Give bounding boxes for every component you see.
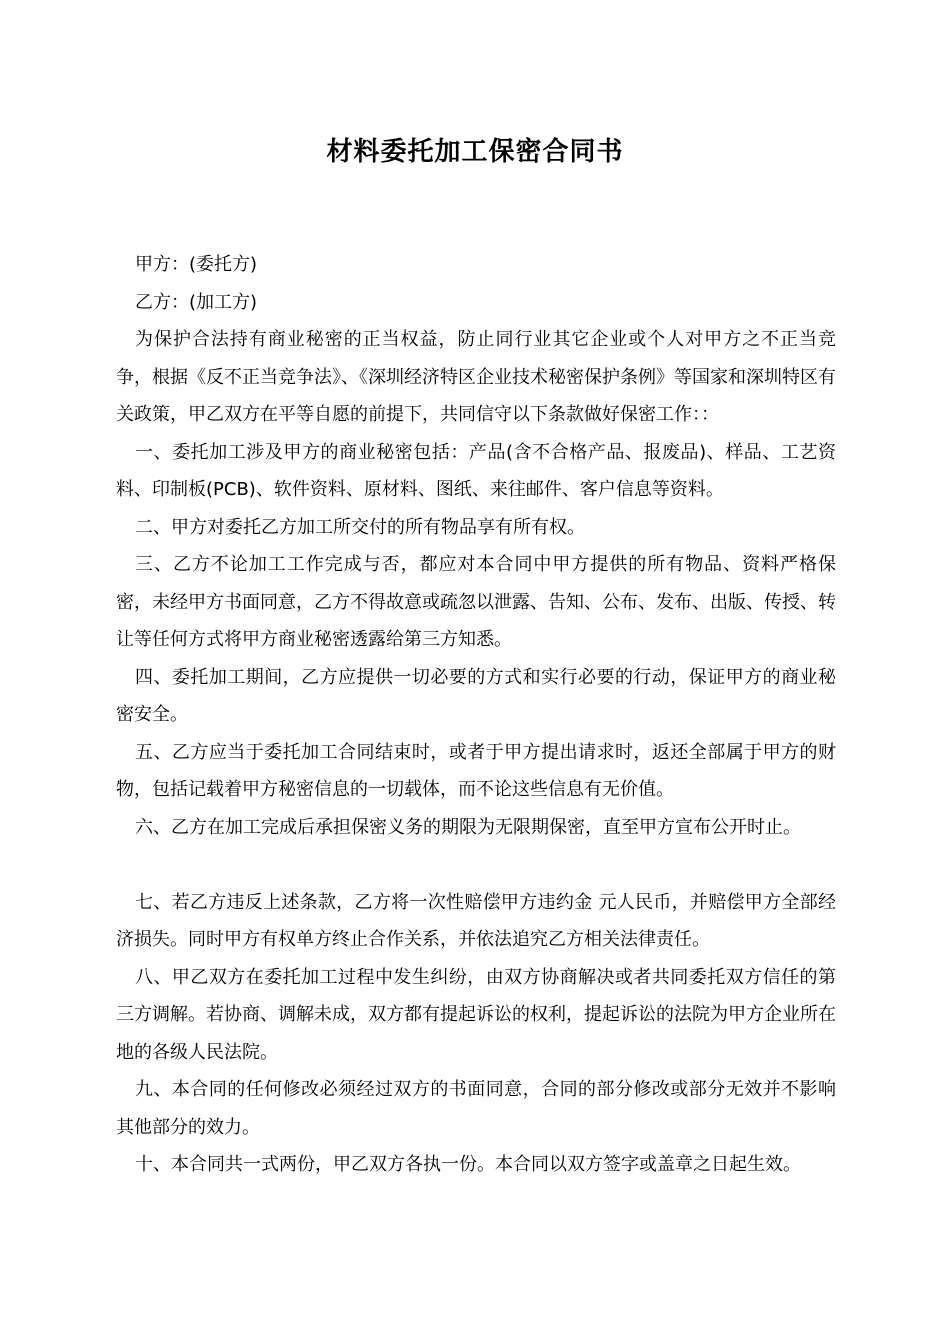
clause-8: 八、甲乙双方在委托加工过程中发生纠纷，由双方协商解决或者共同委托双方信任的第三方调解。若协商、调解未成，双方都有提起诉讼的权利，提起诉讼的法院为甲方企业所在地的各级人民法院。 (116, 966, 836, 1063)
document-body (116, 246, 836, 1184)
clause-9: 九、本合同的任何修改必须经过双方的书面同意，合同的部分修改或部分无效并不影响其他部分的效力。 (116, 1079, 836, 1138)
document-title: 材料委托加工保密合同书 (326, 137, 624, 167)
clause-1: 一、委托加工涉及甲方的商业秘密包括：产品(含不合格产品、报废品)、样品、工艺资料、印制板(PCB)、软件资料、原材料、图纸、来往邮件、客户信息等资料。 (116, 441, 836, 500)
party-b-line: 乙方：(加工方) (135, 291, 258, 313)
clause-7: 七、若乙方违反上述条款，乙方将一次性赔偿甲方违约金 元人民币，并赔偿甲方全部经济损失。同时甲方有权单方终止合作关系，并依法追究乙方相关法律责任。 (116, 891, 836, 950)
clause-3: 三、乙方不论加工工作完成与否，都应对本合同中甲方提供的所有物品、资料严格保密，未经甲方书面同意，乙方不得故意或疏忽以泄露、告知、公布、发布、出版、传授、转让等任何方式将甲方商业秘密透露给第三方知悉。 (116, 554, 836, 650)
clause-10: 十、本合同共一式两份，甲乙双方各执一份。本合同以双方签字或盖章之日起生效。 (135, 1154, 801, 1175)
clause-5: 五、乙方应当于委托加工合同结束时，或者于甲方提出请求时，返还全部属于甲方的财物，包括记载着甲方秘密信息的一切载体，而不论这些信息有无价值。 (116, 741, 836, 800)
clause-4: 四、委托加工期间，乙方应提供一切必要的方式和实行必要的行动，保证甲方的商业秘密安全。 (116, 666, 836, 725)
party-a-line: 甲方：(委托方) (135, 254, 258, 275)
clause-2: 二、甲方对委托乙方加工所交付的所有物品享有所有权。 (135, 516, 585, 538)
preamble-paragraph: 为保护合法持有商业秘密的正当权益，防止同行业其它企业或个人对甲方之不正当竞争，根据《反不正当竞争法》、《深圳经济特区企业技术秘密保护条例》等国家和深圳特区有关政策，甲乙双方在平等自愿的前提下，共同信守以下条款做好保密工作：： (116, 329, 836, 425)
clause-6: 六、乙方在加工完成后承担保密义务的期限为无限期保密，直至甲方宣布公开时止。 (135, 816, 801, 838)
